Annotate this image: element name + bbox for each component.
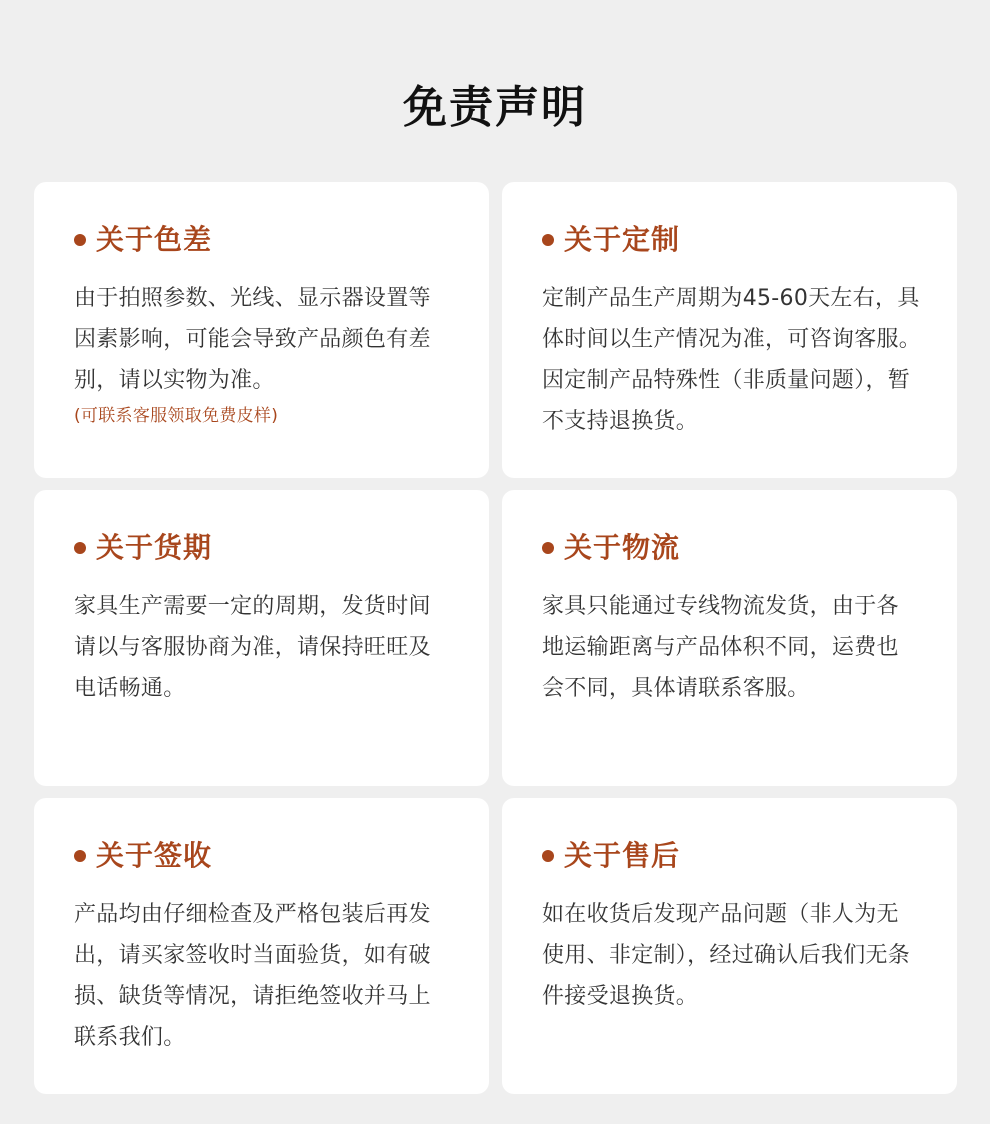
card-logistics (502, 490, 957, 786)
page-title: 免责声明 (403, 82, 587, 133)
card-heading-text: 关于物流 (564, 531, 681, 564)
card-heading (74, 836, 212, 876)
card-body (74, 278, 452, 431)
card-after-sales (502, 798, 957, 1094)
card-heading-text: 关于定制 (564, 223, 681, 256)
card-receipt (34, 798, 489, 1094)
card-body (542, 894, 920, 1017)
card-heading-text: 关于色差 (96, 223, 213, 256)
card-body-text: 家具生产需要一定的周期，发货时间请以与客服协商为准，请保持旺旺及电话畅通。 (74, 594, 431, 701)
card-heading (74, 528, 212, 568)
card-body (74, 894, 452, 1058)
card-body-text: 定制产品生产周期为45-60天左右，具体时间以生产情况为准，可咨询客服。因定制产品特殊性（非质量问题），暂不支持退换货。 (542, 286, 922, 434)
bullet-dot-icon (74, 850, 86, 862)
card-heading-text: 关于售后 (564, 839, 681, 872)
card-body-text: 如在收货后发现产品问题（非人为无使用、非定制），经过确认后我们无条件接受退换货。 (542, 902, 911, 1009)
card-body (74, 586, 452, 709)
card-body-text: 由于拍照参数、光线、显示器设置等因素影响，可能会导致产品颜色有差别，请以实物为准。 (74, 286, 431, 393)
bullet-dot-icon (74, 542, 86, 554)
card-body-text: 产品均由仔细检查及严格包装后再发出，请买家签收时当面验货，如有破损、缺货等情况，请拒绝签收并马上联系我们。 (74, 902, 431, 1050)
card-heading (74, 220, 212, 260)
card-color-difference (34, 182, 489, 478)
card-heading-text: 关于签收 (96, 839, 213, 872)
bullet-dot-icon (542, 850, 554, 862)
card-heading (542, 836, 680, 876)
card-body-text: 家具只能通过专线物流发货，由于各地运输距离与产品体积不同，运费也会不同，具体请联系客服。 (542, 594, 899, 701)
card-customization (502, 182, 957, 478)
card-delivery-time (34, 490, 489, 786)
card-body (542, 278, 924, 442)
card-heading (542, 528, 680, 568)
bullet-dot-icon (74, 234, 86, 246)
free-sample-note: (可联系客服领取免费皮样) (74, 406, 279, 426)
bullet-dot-icon (542, 234, 554, 246)
card-heading-text: 关于货期 (96, 531, 213, 564)
bullet-dot-icon (542, 542, 554, 554)
card-heading (542, 220, 680, 260)
card-body (542, 586, 920, 709)
